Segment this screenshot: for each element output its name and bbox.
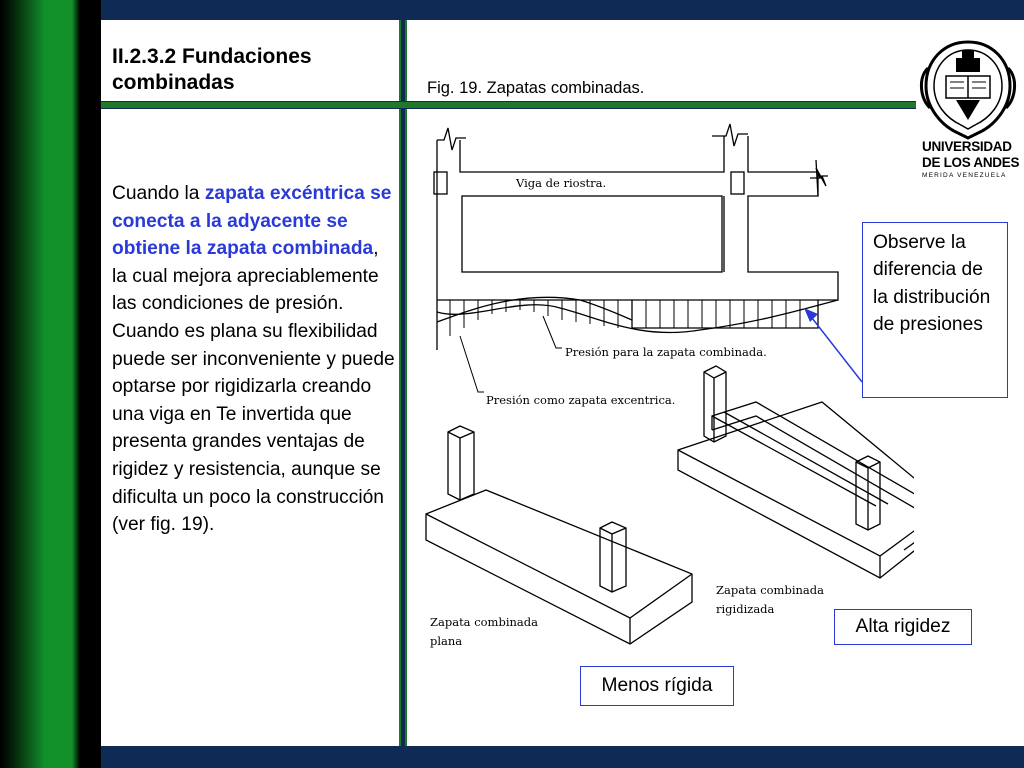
logo-line-3: MERIDA VENEZUELA [922, 172, 1007, 179]
vertical-divider [399, 20, 407, 746]
logo-line-2: DE LOS ANDES [922, 155, 1020, 170]
horizontal-divider [101, 101, 916, 109]
body-highlight: zapata excéntrica se conecta a la adyacente se obtiene la zapata combinada [112, 183, 392, 260]
plana-footing-3d [426, 426, 692, 644]
section-elevation [434, 124, 838, 350]
presion-combinada-label: Presión para la zapata combinada. [565, 345, 767, 359]
body-text-start: Cuando la [112, 183, 205, 204]
body-paragraph [112, 180, 397, 539]
body-text-rest: , la cual mejora apreciablemente las condiciones de presión. Cuando es plana su flexibilidad puede ser inconveniente y puede optarse por rigidizarla creando una viga en Te invertida que presenta grandes ventajas de rigidez y resistencia, aunque se dificulta un poco la construcción (ver fig. 19). [112, 238, 395, 536]
rigidizada-label-2: rigidizada [716, 602, 775, 616]
left-decorative-band [0, 0, 101, 768]
bottom-bar [101, 746, 1024, 768]
plana-label-1: Zapata combinada [430, 615, 538, 629]
slide-title: II.2.3.2 Fundaciones combinadas [112, 45, 312, 94]
plana-label-2: plana [430, 634, 463, 648]
callout-alta-rigidez: Alta rigidez [834, 609, 972, 645]
leader-lines [460, 316, 562, 392]
rigidizada-label-1: Zapata combinada [716, 583, 824, 597]
callout-arrow [804, 308, 862, 382]
viga-riostra-label: Viga de riostra. [516, 176, 607, 190]
figure-caption: Fig. 19. Zapatas combinadas. [427, 79, 645, 97]
callout-menos-rigida: Menos rígida [580, 666, 734, 706]
top-bar [101, 0, 1024, 20]
presion-excentrica-label: Presión como zapata excentrica. [486, 393, 676, 407]
pressure-hatch-lines [450, 300, 800, 336]
callout-observe: Observe la diferencia de la distribución de presiones [862, 222, 1008, 398]
logo-line-1: UNIVERSIDAD [922, 139, 1012, 154]
